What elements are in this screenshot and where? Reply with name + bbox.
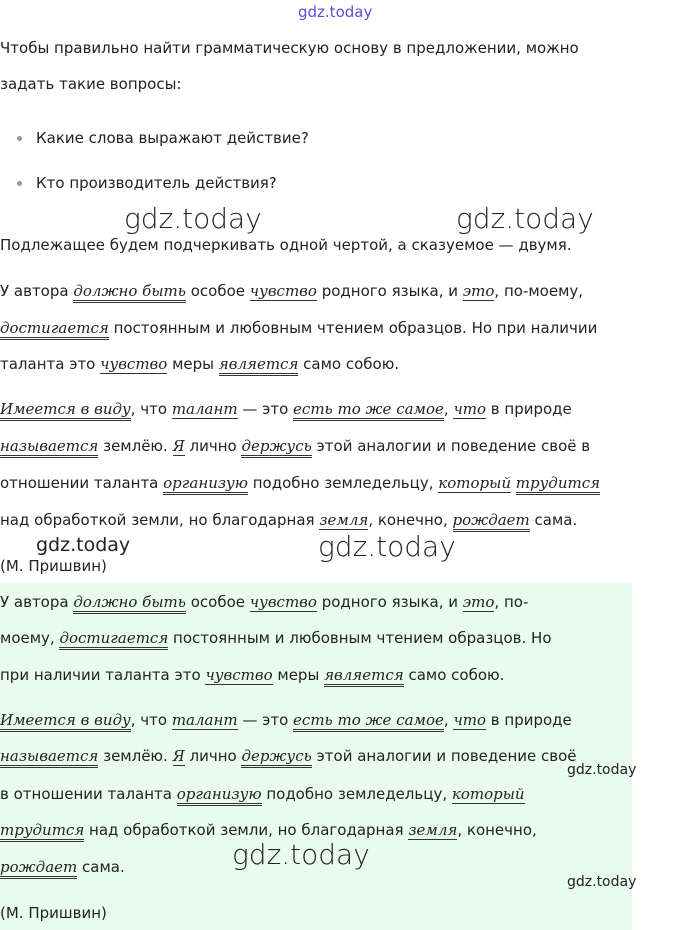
subject: это <box>462 593 495 611</box>
predicate: есть то же самое <box>293 711 444 732</box>
passage1-line7: над обработкой земли, но благодарная земля, конечно, рождает сама. <box>0 510 577 530</box>
intro-line-2: задать такие вопросы: <box>0 75 182 93</box>
watermark-top: gdz.today <box>298 3 373 21</box>
passage2-line4: Имеется в виду, что талант — это есть то же самое, что в природе <box>0 710 572 730</box>
passage2-line2: моему, достигается постоянным и любовным чтением образцов. Но <box>0 628 552 648</box>
predicate: держусь <box>241 437 311 458</box>
predicate: является <box>324 666 404 687</box>
question-item: Какие слова выражают действие? <box>36 129 309 147</box>
passage1-line5: называется землёю. Я лично держусь этой аналогии и поведение своё в <box>0 436 590 456</box>
subject: который <box>438 474 511 492</box>
subject: Я <box>172 747 185 765</box>
subject: что <box>453 400 487 418</box>
passage1-line6: отношении таланта организую подобно земледельцу, который трудится <box>0 473 600 493</box>
subject: чувство <box>100 355 168 373</box>
predicate: есть то же самое <box>293 400 444 421</box>
predicate: является <box>219 355 299 376</box>
predicate: называется <box>0 437 98 458</box>
bullet-icon <box>17 181 22 186</box>
predicate: трудится <box>0 821 84 842</box>
predicate: Имеется в виду <box>0 711 131 732</box>
subject: это <box>462 282 495 300</box>
subject: чувство <box>249 282 317 300</box>
author: (М. Пришвин) <box>0 557 107 575</box>
subject: талант <box>171 711 238 729</box>
predicate: организую <box>163 474 248 495</box>
bullet-icon <box>17 136 22 141</box>
passage2-line5: называется землёю. Я лично держусь этой аналогии и поведение своё <box>0 746 577 766</box>
predicate: называется <box>0 747 98 768</box>
predicate: рождает <box>0 858 77 879</box>
predicate: трудится <box>516 474 600 495</box>
watermark: gdz.today <box>456 202 594 235</box>
predicate: организую <box>177 785 262 806</box>
subject: земля <box>319 511 369 529</box>
predicate: должно быть <box>73 282 186 303</box>
passage1-line3: таланта это чувство меры является само собою. <box>0 354 399 374</box>
passage2-line6: в отношении таланта организую подобно земледельцу, который <box>0 784 525 804</box>
watermark: gdz.today <box>124 202 262 235</box>
watermark: gdz.today <box>567 762 637 778</box>
watermark: gdz.today <box>36 534 131 556</box>
passage2-line7: трудится над обработкой земли, но благодарная земля, конечно, <box>0 820 537 840</box>
passage1-line4: Имеется в виду, что талант — это есть то же самое, что в природе <box>0 399 572 419</box>
intro-line-1: Чтобы правильно найти грамматическую основу в предложении, можно <box>0 39 579 57</box>
subject: чувство <box>249 593 317 611</box>
author: (М. Пришвин) <box>0 904 107 922</box>
subject: земля <box>408 821 458 839</box>
subject: что <box>453 711 487 729</box>
passage1-line1: У автора должно быть особое чувство родного языка, и это, по-моему, <box>0 281 583 301</box>
rule-text: Подлежащее будем подчеркивать одной чертой, а сказуемое — двумя. <box>0 236 572 254</box>
watermark: gdz.today <box>232 838 370 871</box>
subject: который <box>451 785 525 803</box>
watermark: gdz.today <box>318 530 456 563</box>
predicate: держусь <box>241 747 311 768</box>
passage2-line3: при наличии таланта это чувство меры является само собою. <box>0 665 504 685</box>
predicate: должно быть <box>73 593 186 614</box>
question-item: Кто производитель действия? <box>36 174 277 192</box>
passage2-line8: рождает сама. <box>0 857 125 877</box>
watermark: gdz.today <box>567 874 637 890</box>
predicate: рождает <box>453 511 530 532</box>
predicate: Имеется в виду <box>0 400 131 421</box>
passage1-line2: достигается постоянным и любовным чтением образцов. Но при наличии <box>0 318 597 338</box>
subject: талант <box>171 400 238 418</box>
predicate: достигается <box>0 319 109 340</box>
subject: чувство <box>205 666 273 684</box>
predicate: достигается <box>59 629 168 650</box>
passage2-line1: У автора должно быть особое чувство родного языка, и это, по- <box>0 592 528 612</box>
subject: Я <box>172 437 185 455</box>
